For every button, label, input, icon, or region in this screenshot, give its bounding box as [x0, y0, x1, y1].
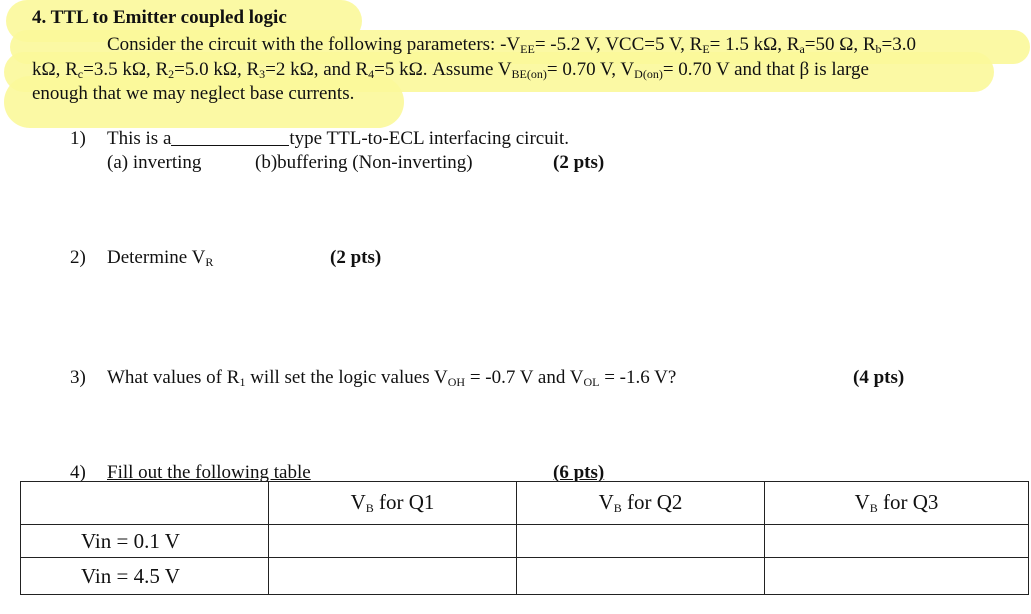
table-row [21, 525, 1029, 558]
q1-points: (2 pts) [553, 152, 605, 173]
intro-line-2: kΩ, $R_c=3.5$ kΩ, $R_2=5.0$ kΩ, $R_3=2$ kΩ, and $R_4=5$ kΩ. Assume $V_{BE(on)}= 0.70$ V, $V_{D(on)}= 0.70$ V and that β is large [32, 59, 869, 81]
table-header-row [21, 482, 1029, 525]
q4-points: (6 pts) [553, 462, 605, 483]
table-cell[interactable] [765, 558, 1029, 595]
vb-table [20, 481, 1029, 595]
q3-number: 3) [70, 367, 86, 388]
table-cell[interactable] [517, 525, 765, 558]
table-cell[interactable] [765, 525, 1029, 558]
table-header-q2: $V_B$ for Q2 [517, 482, 765, 525]
intro-line-3: enough that we may neglect base currents. [32, 83, 355, 104]
problem-title: 4. TTL to Emitter coupled logic [32, 7, 287, 28]
q2-text: Determine $V_R$ [107, 247, 214, 269]
table-corner-cell [21, 482, 269, 525]
table-cell[interactable] [517, 558, 765, 595]
q2-points: (2 pts) [330, 247, 382, 268]
table-row [21, 558, 1029, 595]
q1-text: This is a type TTL-to-ECL interfacing circuit. [107, 128, 570, 149]
q4-number: 4) [70, 462, 86, 483]
q1-option-b: (b)buffering (Non-inverting) [255, 152, 473, 173]
intro-line-1: Consider the circuit with the following parameters: $-V_{EE}= -5.2$ V, VCC=5 V, $R_E= 1.5$ kΩ, $R_a=50$ Ω, $R_b=3.0$ [107, 34, 916, 56]
q2-number: 2) [70, 247, 86, 268]
q1-blank[interactable] [171, 129, 289, 146]
table-cell[interactable] [269, 525, 517, 558]
table-header-q1: $V_B$ for Q1 [269, 482, 517, 525]
q1-number: 1) [70, 128, 86, 149]
q3-points: (4 pts) [853, 367, 905, 388]
table-cell[interactable] [269, 558, 517, 595]
q3-text: What values of $R_1$ will set the logic values $V_{OH} = -0.7$ V and $V_{OL} = -1.6$ V? [107, 367, 677, 389]
table-row-label: Vin = 4.5 V [21, 558, 269, 595]
table-row-label: Vin = 0.1 V [21, 525, 269, 558]
q4-text: Fill out the following table [107, 462, 311, 483]
table-header-q3: $V_B$ for Q3 [765, 482, 1029, 525]
q1-option-a: (a) inverting [107, 152, 202, 173]
